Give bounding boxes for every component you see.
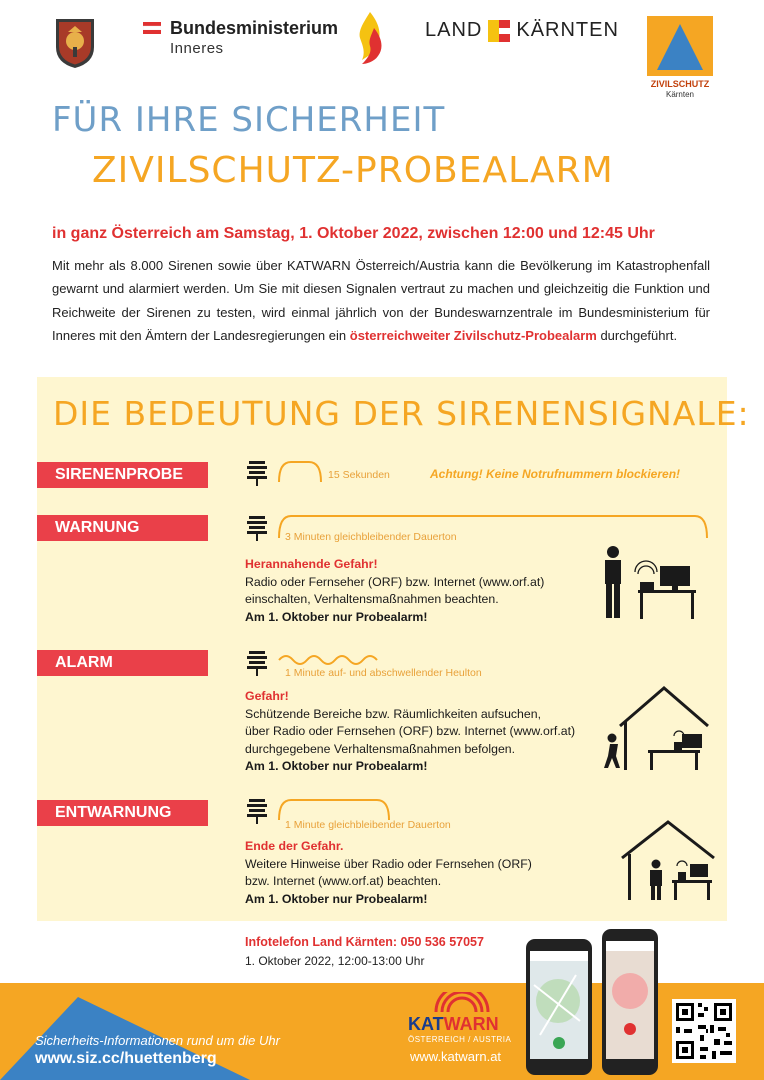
signal-caption-warnung: 3 Minuten gleichbleibender Dauerton [285,531,457,543]
person-entering-house-illustration [598,680,710,772]
siren-tower-icon [246,515,268,541]
siren-tower-icon [246,460,268,486]
signal-desc-warnung [245,556,544,626]
intro-paragraph [52,254,710,348]
info-time: 1. Oktober 2022, 12:00-13:00 Uhr [245,954,425,968]
person-with-tv-illustration [600,544,700,620]
signal-label-warnung: WARNUNG [37,515,208,541]
intro-text: Mit mehr als 8.000 Sirenen sowie über KATWARN Österreich/Austria kann die Bevölkerung im Katastrophenfall gewarnt und alarmiert werden. Um Sie mit diesen Signalen vertraut zu machen und gleichzeitig die Funktion und Reichweite der Sirenen zu testen, wird einmal jährlich von der Bundeswarnzentrale im Bundesministerium für Inneres mit den Ämtern der Landesregierungen ein [52,258,710,344]
land-kaernten-logo [425,19,619,42]
desc-line: Schützende Bereiche bzw. Räumlichkeiten aufsuchen, [245,706,541,721]
desc-note: Am 1. Oktober nur Probealarm! [245,609,428,624]
ministry-name: Bundesministerium [170,18,339,38]
signal-desc-entwarnung [245,838,532,908]
austria-flag-icon [143,22,161,34]
title-line-2: ZIVILSCHUTZ-PROBEALARM [92,150,614,191]
title-line-1: FÜR IHRE SICHERHEIT [52,100,446,140]
desc-line: über Radio oder Fernsehen (ORF) bzw. Internet (www.orf.at) [245,724,576,738]
signal-caption-sirenenprobe: 15 Sekunden [328,469,390,481]
katwarn-sub: ÖSTERREICH / AUSTRIA [408,1035,512,1044]
desc-head: Gefahr! [245,689,289,703]
siren-tower-icon [246,650,268,676]
info-phone: Infotelefon Land Kärnten: 050 536 57057 [245,935,484,949]
siren-tower-icon [246,798,268,824]
katwarn-url[interactable]: www.katwarn.at [410,1049,502,1064]
footer-slogan: Sicherheits-Informationen rund um die Uhr [35,1033,280,1048]
signal-curve-short [277,458,323,484]
desc-line: durchgegebene Verhaltensmaßnahmen befolgen. [245,741,516,756]
signal-caption-alarm: 1 Minute auf- und abschwellender Heulton [285,667,482,679]
signal-label-sirenenprobe: SIRENENPROBE [37,462,208,488]
katwarn-warn: WARN [443,1014,499,1034]
qr-code[interactable] [672,999,736,1063]
intro-tail: durchgeführt. [596,328,678,344]
footer-url[interactable]: www.siz.cc/huettenberg [35,1050,217,1067]
desc-line: bzw. Internet (www.orf.at) beachten. [245,874,442,888]
katwarn-kat: KAT [408,1014,444,1034]
person-in-house-illustration [620,818,716,902]
smartphones-illustration [520,925,660,1080]
kaernten-flag-icon [488,20,510,42]
coat-of-arms-logo [54,17,96,69]
zivilschutz-sub: Kärnten [665,90,695,99]
land-left-text: LAND [425,19,483,41]
attention-note: Achtung! Keine Notrufnummern blockieren! [430,467,681,481]
signal-desc-alarm [245,688,575,776]
desc-note: Am 1. Oktober nur Probealarm! [245,759,428,773]
desc-line: Weitere Hinweise über Radio oder Fernsehen (ORF) [245,856,532,871]
desc-head: Herannahende Gefahr! [245,557,378,571]
signal-label-alarm: ALARM [37,650,208,676]
date-line: in ganz Österreich am Samstag, 1. Oktober 2022, zwischen 12:00 und 12:45 Uhr [52,225,655,242]
desc-line: Radio oder Fernseher (ORF) bzw. Internet (www.orf.at) [245,574,545,589]
signal-wave-curve [277,650,383,666]
desc-head: Ende der Gefahr. [245,839,344,853]
katwarn-logo-text [408,1014,499,1035]
flame-logo [356,10,386,66]
signal-label-entwarnung: ENTWARNUNG [37,800,208,826]
signal-caption-entwarnung: 1 Minute gleichbleibender Dauerton [285,819,451,831]
intro-highlight: österreichweiter Zivilschutz-Probealarm [349,328,597,344]
panel-title: DIE BEDEUTUNG DER SIRENENSIGNALE: [53,394,750,433]
desc-note: Am 1. Oktober nur Probealarm! [245,891,428,906]
land-right-text: KÄRNTEN [516,19,619,41]
zivilschutz-name: ZIVILSCHUTZ [650,79,710,89]
ministry-sub: Inneres [170,40,224,57]
desc-line: einschalten, Verhaltensmaßnahmen beachten. [245,592,499,606]
